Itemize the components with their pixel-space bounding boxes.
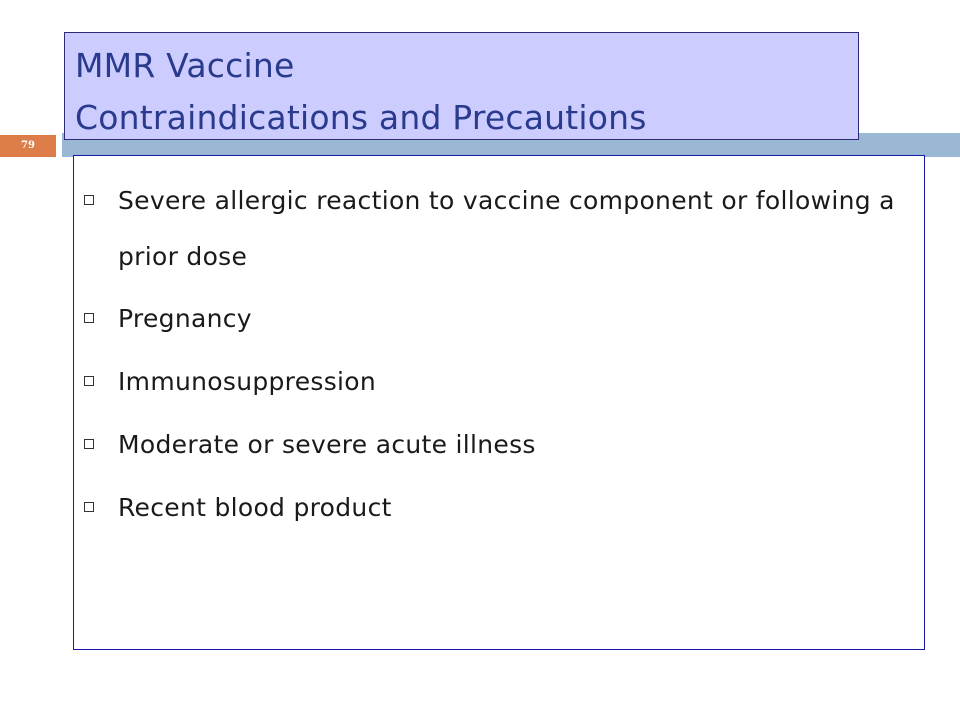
list-item <box>84 417 904 473</box>
list-item <box>84 173 904 285</box>
bullet-text: Recent blood product <box>118 493 392 522</box>
hollow-square-icon <box>84 439 94 449</box>
bullet-text: Immunosuppression <box>118 367 377 396</box>
slide-title-line-2: Contraindications and Precautions <box>75 98 647 137</box>
hollow-square-icon <box>84 376 94 386</box>
bullet-text: Severe allergic reaction to vaccine component or following a prior dose <box>118 186 895 271</box>
slide-title-line-1: MMR Vaccine <box>75 46 295 85</box>
content-box <box>73 155 925 650</box>
hollow-square-icon <box>84 313 94 323</box>
slide-title-box <box>64 32 859 140</box>
bullet-list <box>84 173 904 543</box>
list-item <box>84 354 904 410</box>
list-item <box>84 291 904 347</box>
bullet-text: Pregnancy <box>118 304 252 333</box>
slide-number: 79 <box>0 135 56 157</box>
hollow-square-icon <box>84 502 94 512</box>
list-item <box>84 480 904 536</box>
hollow-square-icon <box>84 195 94 205</box>
bullet-text: Moderate or severe acute illness <box>118 430 536 459</box>
